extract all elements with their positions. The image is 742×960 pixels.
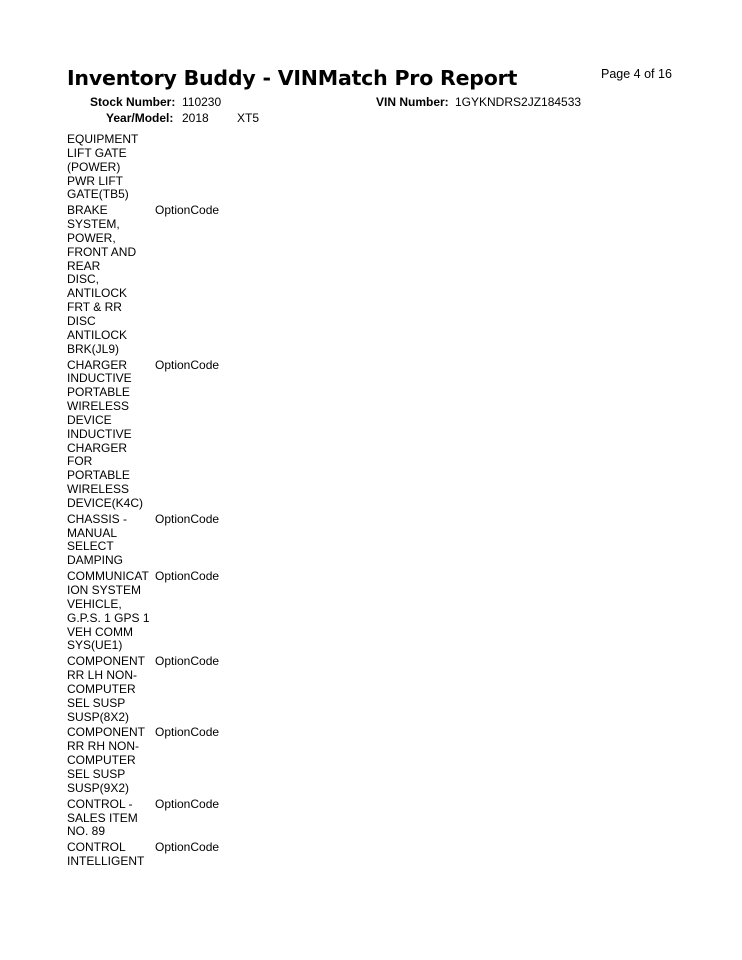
option-row: [67, 513, 667, 568]
year-model-label: Year/Model:: [106, 111, 174, 125]
option-description: COMMUNICAT ION SYSTEM VEHICLE, G.P.S. 1 GPS 1 VEH COMM SYS(UE1): [67, 569, 150, 653]
option-row: [67, 655, 667, 724]
option-row: [67, 798, 667, 840]
year-value: 2018: [182, 111, 209, 125]
option-code: OptionCode: [155, 840, 220, 855]
option-description: COMPONENT RR RH NON- COMPUTER SEL SUSP SUSP(9X2): [67, 725, 145, 795]
option-code: OptionCode: [155, 569, 220, 584]
option-description: EQUIPMENT LIFT GATE (POWER) PWR LIFT GATE(TB5): [67, 132, 139, 202]
option-code: OptionCode: [155, 357, 220, 372]
vin-number-value: 1GYKNDRS2JZ184533: [455, 95, 582, 109]
option-row: [67, 841, 667, 869]
report-title: Inventory Buddy - VINMatch Pro Report: [67, 66, 518, 90]
option-row: [67, 204, 667, 356]
option-row: [67, 570, 667, 653]
model-value: XT5: [237, 111, 260, 125]
option-list: [67, 133, 667, 871]
option-code: OptionCode: [155, 725, 220, 740]
option-description: CONTROL INTELLIGENT: [67, 840, 145, 869]
option-description: CHASSIS - MANUAL SELECT DAMPING: [67, 511, 128, 568]
option-row: [67, 133, 667, 202]
option-row: [67, 726, 667, 795]
option-description: COMPONENT RR LH NON- COMPUTER SEL SUSP SUSP(8X2): [67, 654, 145, 724]
option-code: OptionCode: [155, 654, 220, 669]
stock-number-value: 110230: [182, 95, 222, 109]
option-code: OptionCode: [155, 203, 220, 218]
option-description: CHARGER INDUCTIVE PORTABLE WIRELESS DEVICE INDUCTIVE CHARGER FOR PORTABLE WIRELESS DEVICE(K4C): [67, 357, 144, 510]
vin-number-label: VIN Number:: [376, 95, 449, 109]
option-row: [67, 359, 667, 511]
page-number: Page 4 of 16: [601, 67, 672, 81]
option-description: CONTROL - SALES ITEM NO. 89: [67, 796, 138, 839]
option-code: OptionCode: [155, 796, 220, 811]
option-code: OptionCode: [155, 511, 220, 526]
stock-number-label: Stock Number:: [90, 95, 176, 109]
option-description: BRAKE SYSTEM, POWER, FRONT AND REAR DISC, ANTILOCK FRT & RR DISC ANTILOCK BRK(JL9): [67, 203, 137, 356]
